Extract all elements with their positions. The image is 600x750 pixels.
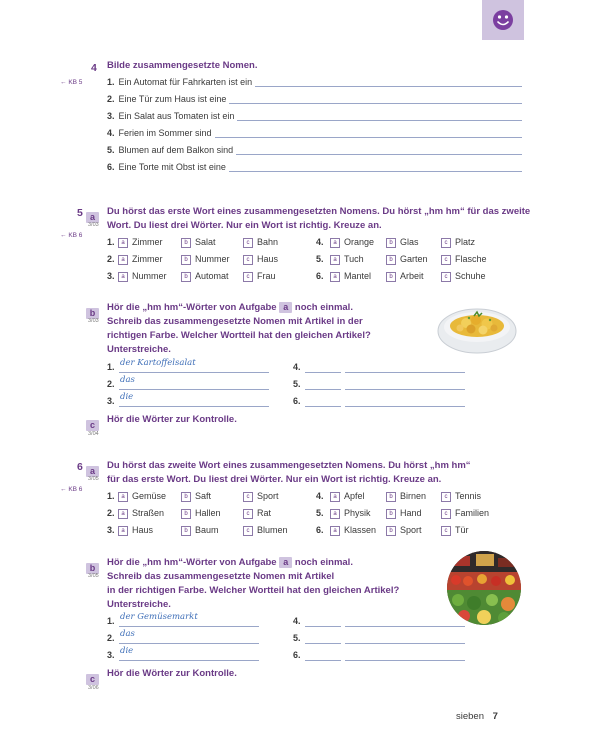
checkbox[interactable]: a — [118, 255, 128, 265]
option[interactable] — [330, 524, 376, 536]
option[interactable] — [386, 490, 426, 502]
answer-line[interactable] — [119, 389, 269, 390]
item-text: Blumen auf dem Balkon sind — [118, 145, 234, 155]
answer-line[interactable] — [119, 372, 269, 373]
option-label: Haus — [257, 254, 279, 264]
exercise-5b-instruction-line4: Unterstreiche. — [107, 344, 171, 355]
handwritten-answer: das — [120, 629, 135, 639]
answer-number: 1. — [107, 362, 115, 372]
answer-line[interactable] — [345, 643, 465, 644]
part-a-badge: a — [279, 557, 292, 568]
item-number: 6. — [107, 162, 115, 172]
option[interactable] — [243, 253, 278, 265]
option-label: Saft — [195, 491, 212, 501]
row-number: 2. — [107, 508, 115, 518]
exercise-4-item — [107, 92, 226, 106]
option-label: Nummer — [195, 254, 230, 264]
option-label: Zimmer — [132, 237, 163, 247]
answer-number: 1. — [107, 616, 115, 626]
checkbox[interactable]: a — [118, 272, 128, 282]
option[interactable] — [243, 524, 288, 536]
option[interactable] — [330, 490, 365, 502]
smiley-badge — [482, 0, 524, 40]
exercise-5c-instruction: Hör die Wörter zur Kontrolle. — [107, 414, 237, 425]
exercise-6b-instruction-line2: Schreib das zusammengesetzte Nomen mit Artikel — [107, 571, 335, 582]
audio-track: 3/03 — [88, 222, 99, 228]
option-label: Apfel — [344, 491, 365, 501]
exercise-5b-instruction-line1: Hör die „hm hm“-Wörter von Aufgabe a noch einmal. — [107, 302, 353, 313]
answer-line[interactable] — [345, 406, 465, 407]
part-a-badge: a — [279, 302, 292, 313]
handwritten-answer: die — [120, 646, 134, 656]
checkbox[interactable]: c — [441, 526, 451, 536]
handwritten-answer: der Gemüsemarkt — [120, 612, 198, 622]
option-label: Zimmer — [132, 254, 163, 264]
answer-line[interactable] — [229, 171, 522, 172]
answer-number: 2. — [107, 379, 115, 389]
checkbox[interactable]: a — [118, 492, 128, 502]
row-number: 6. — [316, 271, 324, 281]
row-number: 1. — [107, 491, 115, 501]
option-label: Automat — [195, 271, 229, 281]
option[interactable] — [386, 253, 428, 265]
exercise-5-number: 5 — [77, 207, 83, 219]
answer-number: 6. — [293, 650, 301, 660]
row-number: 4. — [316, 491, 324, 501]
option-label: Schuhe — [455, 271, 486, 281]
answer-line[interactable] — [119, 660, 259, 661]
part-a-badge: a — [86, 212, 99, 223]
answer-line[interactable] — [345, 660, 465, 661]
kb-reference: ← KB 6 — [60, 486, 83, 493]
checkbox[interactable]: c — [243, 255, 253, 265]
option-label: Tuch — [344, 254, 364, 264]
exercise-4-title: Bilde zusammengesetzte Nomen. — [107, 60, 258, 71]
exercise-4-number: 4 — [91, 62, 97, 74]
checkbox[interactable]: b — [181, 492, 191, 502]
option[interactable] — [243, 236, 278, 248]
option[interactable] — [330, 270, 371, 282]
handwritten-answer: das — [120, 375, 135, 385]
option[interactable] — [441, 270, 486, 282]
option[interactable] — [118, 236, 163, 248]
option-label: Blumen — [257, 525, 288, 535]
row-number: 1. — [107, 237, 115, 247]
exercise-6b-instruction-line1: Hör die „hm hm“-Wörter von Aufgabe a noch einmal. — [107, 557, 353, 568]
checkbox[interactable]: b — [386, 238, 396, 248]
answer-line[interactable] — [345, 372, 465, 373]
option[interactable] — [181, 524, 219, 536]
checkbox[interactable]: c — [243, 526, 253, 536]
answer-line[interactable] — [237, 120, 522, 121]
exercise-4-item — [107, 143, 233, 157]
answer-line[interactable] — [255, 86, 522, 87]
option[interactable] — [386, 507, 422, 519]
smiley-icon — [482, 0, 524, 40]
item-number: 1. — [107, 77, 115, 87]
checkbox[interactable]: b — [386, 492, 396, 502]
checkbox[interactable]: b — [181, 255, 191, 265]
option-label: Birnen — [400, 491, 427, 501]
part-b-badge: b — [86, 563, 99, 574]
option[interactable] — [330, 253, 364, 265]
option[interactable] — [441, 490, 481, 502]
item-number: 2. — [107, 94, 115, 104]
checkbox[interactable]: c — [441, 255, 451, 265]
option-label: Rat — [257, 508, 272, 518]
answer-number: 6. — [293, 396, 301, 406]
row-number: 3. — [107, 271, 115, 281]
exercise-6a-title-line2: für das erste Wort. Du liest drei Wörter. Nur ein Wort ist richtig. Kreuze an. — [107, 474, 442, 485]
checkbox[interactable]: a — [118, 526, 128, 536]
answer-number: 5. — [293, 379, 301, 389]
checkbox[interactable]: a — [330, 526, 340, 536]
article-line[interactable] — [305, 643, 341, 644]
option[interactable] — [330, 507, 371, 519]
checkbox[interactable]: b — [386, 509, 396, 519]
exercise-5b-instruction-line2: Schreib das zusammengesetzte Nomen mit Artikel in der — [107, 316, 363, 327]
option[interactable] — [330, 236, 374, 248]
option-label: Tennis — [455, 491, 482, 501]
option-label: Garten — [400, 254, 428, 264]
market-stall-image — [446, 550, 522, 626]
exercise-6-number: 6 — [77, 461, 83, 473]
option[interactable] — [386, 524, 422, 536]
option-label: Flasche — [455, 254, 487, 264]
checkbox[interactable]: b — [181, 509, 191, 519]
option-label: Klassen — [344, 525, 377, 535]
row-number: 5. — [316, 508, 324, 518]
option[interactable] — [181, 507, 221, 519]
option[interactable] — [441, 253, 487, 265]
page-number: 7 — [492, 711, 498, 722]
checkbox[interactable]: a — [330, 509, 340, 519]
row-number: 3. — [107, 525, 115, 535]
checkbox[interactable]: c — [441, 272, 451, 282]
option-label: Hand — [400, 508, 422, 518]
exercise-4-item — [107, 160, 226, 174]
checkbox[interactable]: c — [243, 492, 253, 502]
option[interactable] — [181, 236, 216, 248]
option[interactable] — [181, 490, 211, 502]
option-label: Hallen — [195, 508, 221, 518]
option[interactable] — [118, 490, 166, 502]
option-label: Tür — [455, 525, 469, 535]
part-b-badge: b — [86, 308, 99, 319]
option-label: Haus — [132, 525, 154, 535]
option[interactable] — [441, 507, 489, 519]
option-label: Bahn — [257, 237, 279, 247]
audio-track: 3/04 — [88, 431, 99, 437]
answer-number: 3. — [107, 650, 115, 660]
row-number: 4. — [316, 237, 324, 247]
option[interactable] — [118, 253, 163, 265]
item-text: Ein Automat für Fahrkarten ist ein — [118, 77, 253, 87]
option-label: Arbeit — [400, 271, 424, 281]
checkbox[interactable]: c — [243, 272, 253, 282]
potato-salad-image — [436, 298, 518, 358]
option-label: Physik — [344, 508, 371, 518]
checkbox[interactable]: b — [386, 272, 396, 282]
option[interactable] — [243, 507, 271, 519]
option-label: Sport — [400, 525, 422, 535]
part-a-badge: a — [86, 466, 99, 477]
answer-number: 5. — [293, 633, 301, 643]
option[interactable] — [243, 490, 279, 502]
kb-reference: ← KB 5 — [60, 79, 83, 86]
part-c-badge: c — [86, 674, 99, 685]
row-number: 2. — [107, 254, 115, 264]
audio-track: 3/06 — [88, 685, 99, 691]
kb-reference: ← KB 6 — [60, 232, 83, 239]
audio-track: 3/05 — [88, 476, 99, 482]
exercise-6a-title-line1: Du hörst das zweite Wort eines zusammengesetzten Nomens. Du hörst „hm hm“ — [107, 460, 471, 471]
exercise-6c-instruction: Hör die Wörter zur Kontrolle. — [107, 668, 237, 679]
answer-line[interactable] — [119, 406, 269, 407]
option[interactable] — [181, 270, 229, 282]
answer-line[interactable] — [236, 154, 522, 155]
answer-line[interactable] — [229, 103, 522, 104]
article-line[interactable] — [305, 406, 341, 407]
article-line[interactable] — [305, 372, 341, 373]
page-footer — [456, 711, 498, 722]
option-label: Sport — [257, 491, 279, 501]
option[interactable] — [386, 270, 424, 282]
checkbox[interactable]: c — [441, 492, 451, 502]
option[interactable] — [181, 253, 230, 265]
row-number: 6. — [316, 525, 324, 535]
checkbox[interactable]: a — [330, 492, 340, 502]
page-word: sieben — [456, 711, 484, 722]
exercise-6b-instruction-line4: Unterstreiche. — [107, 599, 171, 610]
article-line[interactable] — [305, 389, 341, 390]
part-c-badge: c — [86, 420, 99, 431]
checkbox[interactable]: c — [243, 238, 253, 248]
exercise-4-item — [107, 75, 252, 89]
handwritten-answer: die — [120, 392, 134, 402]
item-number: 4. — [107, 128, 115, 138]
article-line[interactable] — [305, 660, 341, 661]
exercise-4-item — [107, 109, 234, 123]
answer-line[interactable] — [345, 389, 465, 390]
option-label: Salat — [195, 237, 216, 247]
checkbox[interactable]: c — [441, 238, 451, 248]
answer-number: 4. — [293, 362, 301, 372]
option-label: Orange — [344, 237, 375, 247]
item-number: 5. — [107, 145, 115, 155]
checkbox[interactable]: b — [386, 255, 396, 265]
checkbox[interactable]: a — [330, 272, 340, 282]
option-label: Nummer — [132, 271, 167, 281]
audio-track: 3/03 — [88, 318, 99, 324]
answer-number: 2. — [107, 633, 115, 643]
answer-line[interactable] — [119, 626, 259, 627]
answer-number: 4. — [293, 616, 301, 626]
checkbox[interactable]: b — [181, 238, 191, 248]
item-text: Ferien im Sommer sind — [118, 128, 212, 138]
checkbox[interactable]: c — [441, 509, 451, 519]
item-text: Eine Torte mit Obst ist eine — [118, 162, 226, 172]
exercise-4-item — [107, 126, 212, 140]
answer-line[interactable] — [345, 626, 465, 627]
exercise-5a-title-line1: Du hörst das erste Wort eines zusammengesetzten Nomens. Du hörst „hm hm“ für das zweite — [107, 206, 531, 217]
row-number: 5. — [316, 254, 324, 264]
audio-track: 3/05 — [88, 573, 99, 579]
option-label: Mantel — [344, 271, 372, 281]
option-label: Straßen — [132, 508, 165, 518]
checkbox[interactable]: c — [243, 509, 253, 519]
option[interactable] — [243, 270, 276, 282]
checkbox[interactable]: a — [330, 255, 340, 265]
checkbox[interactable]: b — [181, 272, 191, 282]
handwritten-answer: der Kartoffelsalat — [120, 358, 196, 368]
checkbox[interactable]: b — [386, 526, 396, 536]
item-number: 3. — [107, 111, 115, 121]
exercise-6b-instruction-line3: in der richtigen Farbe. Welcher Wortteil hat den gleichen Artikel? — [107, 585, 400, 596]
option[interactable] — [118, 507, 164, 519]
option[interactable] — [118, 270, 167, 282]
option[interactable] — [386, 236, 419, 248]
option-label: Baum — [195, 525, 219, 535]
option-label: Platz — [455, 237, 476, 247]
checkbox[interactable]: a — [330, 238, 340, 248]
option-label: Gemüse — [132, 491, 167, 501]
answer-number: 3. — [107, 396, 115, 406]
option-label: Frau — [257, 271, 276, 281]
article-line[interactable] — [305, 626, 341, 627]
exercise-5a-title-line2: Wort. Du liest drei Wörter. Nur ein Wort ist richtig. Kreuze an. — [107, 220, 382, 231]
exercise-5b-instruction-line3: richtigen Farbe. Welcher Wortteil hat den gleichen Artikel? — [107, 330, 371, 341]
item-text: Eine Tür zum Haus ist eine — [118, 94, 227, 104]
answer-line[interactable] — [215, 137, 522, 138]
option[interactable] — [441, 236, 475, 248]
option-label: Familien — [455, 508, 490, 518]
checkbox[interactable]: a — [118, 509, 128, 519]
checkbox[interactable]: b — [181, 526, 191, 536]
item-text: Ein Salat aus Tomaten ist ein — [118, 111, 235, 121]
checkbox[interactable]: a — [118, 238, 128, 248]
option[interactable] — [441, 524, 469, 536]
answer-line[interactable] — [119, 643, 259, 644]
option[interactable] — [118, 524, 153, 536]
option-label: Glas — [400, 237, 419, 247]
